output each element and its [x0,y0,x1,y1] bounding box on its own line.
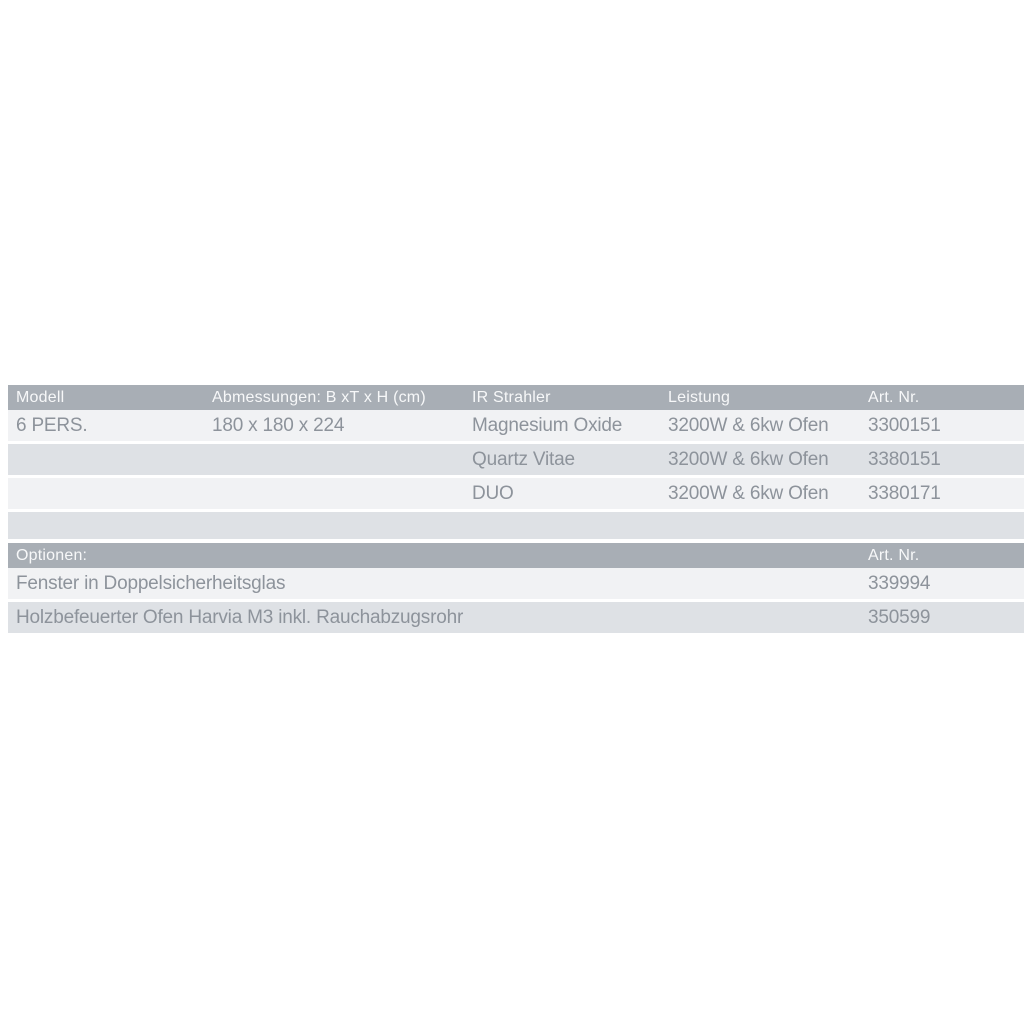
table-row [8,568,1024,602]
spec-table-header-row [8,385,1024,410]
table-row [8,602,1024,636]
table-row [8,444,1024,478]
cell-art-nr: 3300151 [868,414,941,436]
cell-ir-strahler: DUO [472,482,514,504]
header-modell: Modell [16,388,65,406]
options-table [8,543,1024,636]
cell-option-art-nr: 339994 [868,572,931,594]
cell-leistung: 3200W & 6kw Ofen [668,414,829,436]
options-table-header-row [8,543,1024,568]
cell-art-nr: 3380171 [868,482,941,504]
cell-ir-strahler: Quartz Vitae [472,448,575,470]
header-options-art-nr: Art. Nr. [868,546,920,564]
cell-option-label: Holzbefeuerter Ofen Harvia M3 inkl. Rauchabzugsrohr [16,606,464,628]
cell-art-nr: 3380151 [868,448,941,470]
spec-table [8,385,1024,539]
cell-leistung: 3200W & 6kw Ofen [668,482,829,504]
table-row [8,478,1024,512]
header-leistung: Leistung [668,388,731,406]
spacer-row [8,512,1024,539]
spec-sheet-tables [8,385,1024,636]
cell-option-art-nr: 350599 [868,606,931,628]
header-optionen: Optionen: [16,546,88,564]
table-row [8,410,1024,444]
header-abmessungen: Abmessungen: B xT x H (cm) [212,388,426,406]
cell-option-label: Fenster in Doppelsicherheitsglas [16,572,286,594]
header-art-nr: Art. Nr. [868,388,920,406]
cell-leistung: 3200W & 6kw Ofen [668,448,829,470]
cell-abmessungen: 180 x 180 x 224 [212,414,345,436]
cell-ir-strahler: Magnesium Oxide [472,414,623,436]
header-ir-strahler: IR Strahler [472,388,551,406]
cell-modell: 6 PERS. [16,414,88,436]
